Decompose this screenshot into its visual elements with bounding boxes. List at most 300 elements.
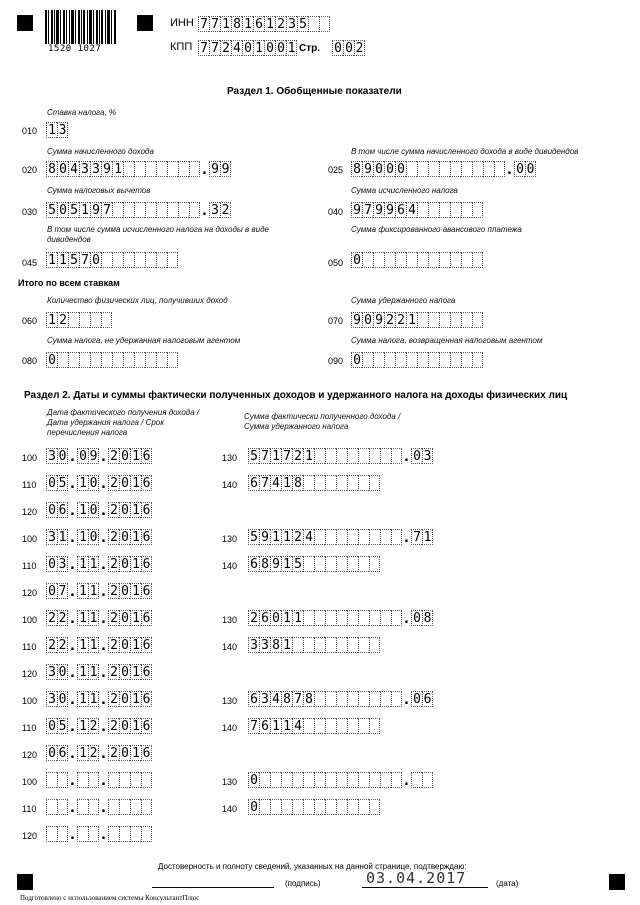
digit-cell: 0 [395,161,406,177]
digit-cell [145,352,156,368]
digit-cell [439,252,450,268]
digit-cell [336,718,347,734]
digit-cell [281,799,292,815]
date-110-field [46,473,152,491]
digit-cell: 5 [68,252,79,268]
digit-cell [417,252,428,268]
software-note: Подготовлено с использованием системы КонсультантПлюс [20,894,200,902]
digit-cell [77,826,88,842]
digit-cell: 1 [77,475,88,491]
digit-cell [439,352,450,368]
f010-code: 010 [22,126,38,136]
month-cells [77,718,99,734]
int-cells [248,772,402,788]
digit-cell: 1 [281,718,292,734]
digit-cell [134,352,145,368]
digit-cell [439,161,450,177]
digit-cell [406,352,417,368]
digit-cell: 2 [108,502,119,518]
digit-cell: 2 [108,583,119,599]
digit-cell [141,799,152,815]
digit-cell: 7 [79,252,90,268]
corner-marker-bottom-right [609,874,625,890]
digit-cell: 1 [281,475,292,491]
code-110: 110 [22,642,37,652]
digit-cell [130,799,141,815]
digit-cell: 3 [90,161,101,177]
digit-cell [362,352,373,368]
digit-cell: 1 [130,583,141,599]
decimal-point: . [99,827,108,843]
year-cells [108,799,152,815]
int-cells [248,529,402,545]
digit-cell [369,556,380,572]
digit-cell: 3 [209,202,220,218]
digit-cell [119,826,130,842]
digit-cell [314,556,325,572]
digit-cell: 1 [281,556,292,572]
digit-cell: 1 [130,475,141,491]
digit-cell: 2 [108,718,119,734]
digit-cell [141,772,152,788]
digit-cell [292,637,303,653]
digit-cell [347,610,358,626]
fraction-cells [411,691,433,707]
digit-cell: 1 [112,161,123,177]
decimal-point: . [99,692,108,708]
code-130: 130 [222,696,238,706]
digit-cell: 0 [119,475,130,491]
digit-cell: 8 [423,611,432,626]
fraction-cells [411,448,433,464]
digit-cell [88,826,99,842]
digit-cell [88,772,99,788]
digit-cell [325,529,336,545]
digit-cell [303,475,314,491]
digit-cell [358,799,369,815]
digit-cell: 1 [57,252,68,268]
decimal-point: . [99,746,108,762]
digit-cell [428,312,439,328]
digit-cell: 2 [275,16,286,32]
digit-cell: 2 [395,312,406,328]
digit-cell [156,202,167,218]
digit-cell: 6 [142,746,151,761]
digit-cell: 5 [58,719,67,734]
code-110: 110 [22,480,37,490]
income-130-field [248,608,433,626]
digit-cell [167,202,178,218]
digit-cell: 1 [130,745,141,761]
digit-cell: 7 [362,202,373,218]
digit-cell [134,202,145,218]
digit-cell [369,529,380,545]
code-100: 100 [22,696,38,706]
inn-label: ИНН [170,17,194,29]
digit-cell: 2 [108,745,119,761]
digit-cell: 7 [248,718,259,734]
digit-cell: 0 [46,502,57,518]
digit-cell: 6 [395,202,406,218]
digit-cell: 2 [58,611,67,626]
digit-cell: 6 [248,475,259,491]
digit-cell: 1 [423,530,432,545]
digit-cell [450,161,461,177]
digit-cell [450,312,461,328]
decimal-point: . [99,530,108,546]
digit-cell [68,312,79,328]
digit-cell [494,161,505,177]
digit-cell: 9 [270,556,281,572]
digit-cell: 4 [292,718,303,734]
digit-cell [347,637,358,653]
digit-cell: 1 [77,691,88,707]
digit-cell [369,475,380,491]
code-120: 120 [22,507,38,517]
digit-cell [358,691,369,707]
digit-cell [57,799,68,815]
digit-cell: 0 [264,40,275,56]
digit-cell [123,202,134,218]
month-cells [77,583,99,599]
cells-group [351,161,505,177]
day-cells [46,448,68,464]
digit-cell: 1 [46,252,57,268]
f040-label: Сумма исчисленного налога [351,186,458,195]
code-130: 130 [222,453,238,463]
cells-group [351,352,483,368]
digit-cell [68,352,79,368]
digit-cell [391,448,402,464]
cells-group [351,252,483,268]
digit-cell [358,718,369,734]
digit-cell: 1 [89,638,98,653]
digit-cell: 1 [287,41,296,56]
decimal-point: . [99,476,108,492]
total-title: Итого по всем ставкам [18,278,120,288]
cells-group [46,122,68,138]
digit-cell [428,202,439,218]
digit-cell [347,475,358,491]
decimal-point: . [68,827,77,843]
digit-cell [303,718,314,734]
digit-cell [417,161,428,177]
decimal-point: . [99,584,108,600]
f030-field [46,200,231,218]
digit-cell [88,799,99,815]
cells-group [46,202,200,218]
digit-cell: 0 [57,161,68,177]
digit-cell [358,610,369,626]
digit-cell [156,161,167,177]
digit-cell: 1 [46,122,57,138]
day-cells [46,745,68,761]
digit-cell: 0 [343,40,354,56]
signature-date: 03.04.2017 [366,869,467,887]
year-cells [108,718,152,734]
digit-cell: 1 [130,718,141,734]
digit-cell: 2 [221,203,230,218]
digit-cell [461,352,472,368]
digit-cell [123,252,134,268]
digit-cell: 1 [130,556,141,572]
day-cells [46,691,68,707]
int-cells [248,475,380,491]
digit-cell [369,448,380,464]
digit-cell: 6 [142,692,151,707]
digit-cell: 6 [248,691,259,707]
digit-cell [369,637,380,653]
cells-group [351,312,483,328]
decimal-point: . [68,449,77,465]
digit-cell: 7 [209,16,220,32]
day-cells [46,610,68,626]
digit-cell [347,772,358,788]
f060-field [46,310,112,328]
digit-cell: 0 [119,502,130,518]
digit-cell: 1 [58,530,67,545]
decimal-point: . [402,692,411,708]
decimal-point: . [68,611,77,627]
digit-cell [483,161,494,177]
digit-cell: 1 [89,557,98,572]
digit-cell [112,352,123,368]
day-cells [46,637,68,653]
digit-cell: 3 [46,664,57,680]
digit-cell [336,529,347,545]
decimal-point: . [402,530,411,546]
digit-cell [319,16,330,32]
f050-field [351,250,483,268]
digit-cell [145,252,156,268]
digit-cell: 0 [89,530,98,545]
f070-label: Сумма удержанного налога [351,296,456,305]
month-cells [77,799,99,815]
digit-cell: 8 [231,16,242,32]
digit-cell: 1 [130,610,141,626]
digit-cell [336,448,347,464]
digit-cell [77,772,88,788]
digit-cell [380,691,391,707]
digit-cell: 0 [351,252,362,268]
month-cells [77,826,99,842]
year-cells [108,664,152,680]
digit-cell: 0 [119,556,130,572]
digit-cell: 0 [89,476,98,491]
digit-cell: 7 [101,202,112,218]
date-100-field [46,608,152,626]
f050-code: 050 [328,258,344,268]
month-cells [77,502,99,518]
code-100: 100 [22,777,38,787]
digit-cell: 1 [281,529,292,545]
digit-cell: 1 [77,664,88,680]
date-120-field [46,743,152,761]
month-cells [77,475,99,491]
decimal-point: . [99,638,108,654]
day-cells [46,826,68,842]
fraction-cells [514,161,536,177]
digit-cell [303,772,314,788]
digit-cell [325,637,336,653]
day-cells [46,529,68,545]
digit-cell [101,352,112,368]
digit-cell [90,312,101,328]
digit-cell: 4 [270,691,281,707]
f080-code: 080 [22,356,38,366]
digit-cell: 7 [292,691,303,707]
digit-cell: 2 [384,312,395,328]
digit-cell: 0 [119,718,130,734]
month-cells [77,691,99,707]
date-line [362,887,488,888]
digit-cell [391,529,402,545]
f045-code: 045 [22,258,38,268]
digit-cell [428,161,439,177]
digit-cell [347,448,358,464]
digit-cell [101,312,112,328]
section2-col1-label: Дата фактического получения дохода / Дата удержания налога / Срок перечисления налога [47,408,200,437]
digit-cell [461,312,472,328]
date-100-field [46,527,152,545]
digit-cell [325,799,336,815]
year-cells [108,637,152,653]
digit-cell [428,352,439,368]
digit-cell: 2 [46,637,57,653]
year-cells [108,502,152,518]
f080-field [46,350,178,368]
year-cells [108,772,152,788]
day-cells [46,556,68,572]
digit-cell [347,718,358,734]
digit-cell [406,252,417,268]
digit-cell [347,529,358,545]
digit-cell [417,312,428,328]
digit-cell: 0 [57,202,68,218]
digit-cell [46,826,57,842]
digit-cell: 1 [77,610,88,626]
corner-marker-bottom-left [17,874,33,890]
day-cells [46,583,68,599]
digit-cell: 1 [303,448,314,464]
digit-cell [314,772,325,788]
digit-cell [119,772,130,788]
digit-cell: 1 [130,691,141,707]
fraction-cells [209,161,231,177]
digit-cell: 4 [406,202,417,218]
barcode-image [45,10,118,46]
digit-cell [57,826,68,842]
digit-cell [461,161,472,177]
decimal-point: . [68,773,77,789]
digit-cell: 8 [292,475,303,491]
digit-cell [411,772,422,788]
code-140: 140 [222,642,238,652]
digit-cell [123,352,134,368]
digit-cell: 4 [68,161,79,177]
decimal-point: . [99,611,108,627]
digit-cell: 0 [119,583,130,599]
digit-cell [358,475,369,491]
day-cells [46,799,68,815]
digit-cell: 1 [89,611,98,626]
fraction-cells [209,202,231,218]
decimal-point: . [200,203,209,219]
digit-cell [123,161,134,177]
digit-cell [395,352,406,368]
code-140: 140 [222,723,238,733]
digit-cell: 0 [119,664,130,680]
digit-cell [112,252,123,268]
digit-cell [391,610,402,626]
digit-cell: 0 [411,448,422,464]
digit-cell: 1 [406,312,417,328]
f020-code: 020 [22,165,38,175]
digit-cell: 0 [46,475,57,491]
digit-cell: 3 [259,691,270,707]
digit-cell [112,202,123,218]
digit-cell: 6 [142,476,151,491]
cells-group [198,40,297,56]
date-120-field [46,581,152,599]
digit-cell: 0 [119,448,130,464]
confirmation-text: Достоверность и полноту сведений, указанных на данной странице, подтверждаю: [158,862,467,871]
cells-group [351,202,483,218]
digit-cell: 2 [292,529,303,545]
f070-field [351,310,483,328]
digit-cell: 3 [248,637,259,653]
digit-cell: 1 [77,745,88,761]
digit-cell: 0 [46,745,57,761]
f045-field [46,250,178,268]
digit-cell: 8 [259,556,270,572]
digit-cell: 1 [130,448,141,464]
decimal-point: . [99,773,108,789]
year-cells [108,826,152,842]
digit-cell [314,691,325,707]
month-cells [77,745,99,761]
code-110: 110 [22,561,37,571]
digit-cell: 0 [362,312,373,328]
month-cells [77,772,99,788]
digit-cell: 6 [58,746,67,761]
year-cells [108,691,152,707]
digit-cell: 2 [108,637,119,653]
code-130: 130 [222,777,238,787]
corner-marker-top-mid [137,15,153,31]
digit-cell: 0 [58,449,67,464]
digit-cell: 9 [373,312,384,328]
day-cells [46,664,68,680]
digit-cell [384,352,395,368]
fraction-cells [411,529,433,545]
digit-cell [384,252,395,268]
digit-cell [461,202,472,218]
digit-cell [358,448,369,464]
digit-cell [358,772,369,788]
day-cells [46,772,68,788]
year-cells [108,475,152,491]
f070-code: 070 [328,316,344,326]
digit-cell [167,252,178,268]
digit-cell: 1 [281,637,292,653]
f090-code: 090 [328,356,344,366]
digit-cell: 8 [270,637,281,653]
year-cells [108,556,152,572]
f025-code: 025 [328,165,344,175]
int-cells [248,448,402,464]
digit-cell: 0 [332,40,343,56]
